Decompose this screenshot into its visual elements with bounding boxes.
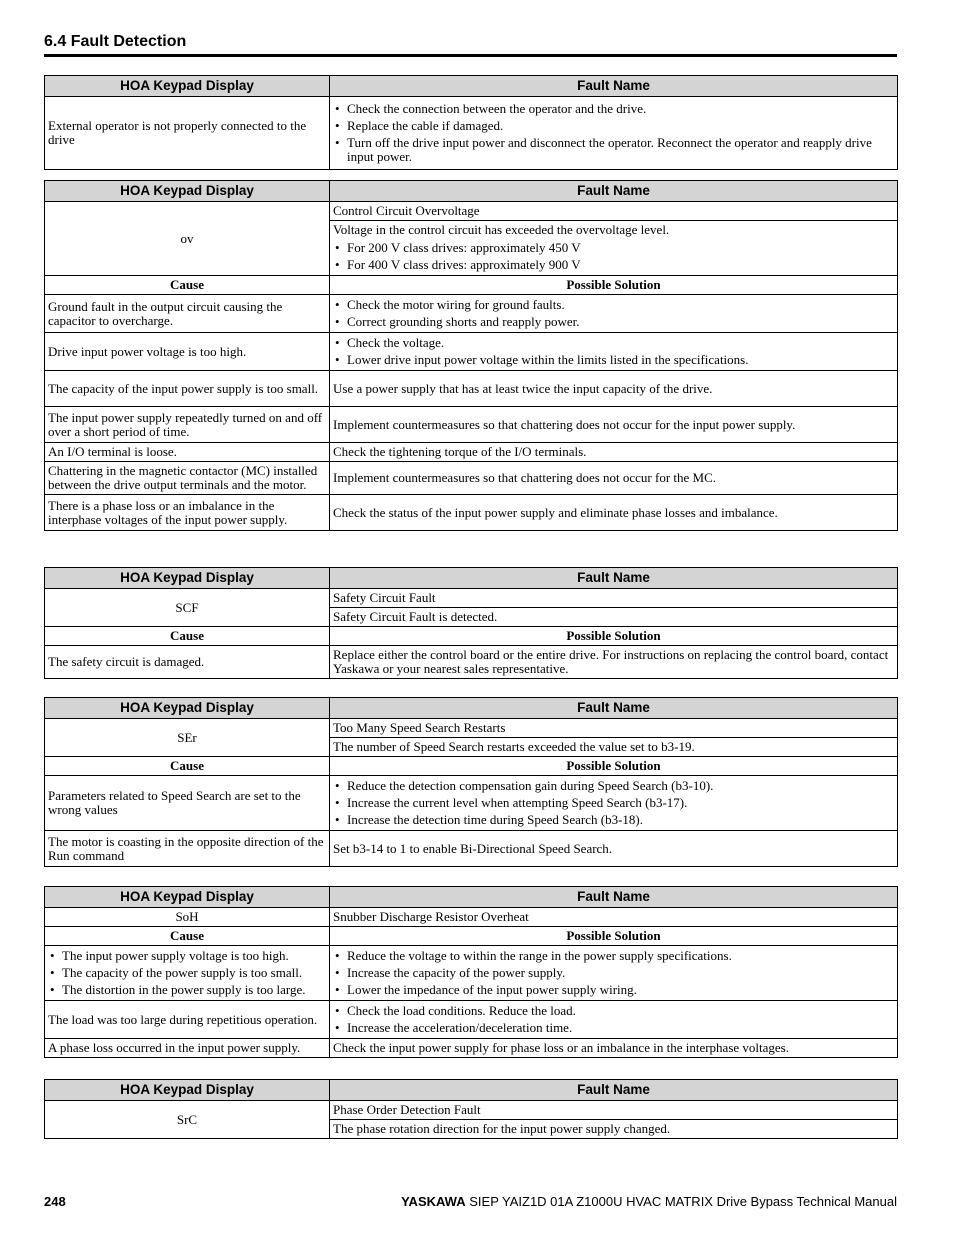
fault-code: SEr	[45, 719, 330, 757]
table-row	[45, 443, 898, 462]
subheader-row	[45, 627, 898, 646]
solution-item: • Lower drive input power voltage within the limits listed in the specifications.	[333, 353, 894, 367]
col-header-fault-name: Fault Name	[330, 1080, 898, 1101]
subheader-row	[45, 276, 898, 295]
cause-cell: The capacity of the input power supply is too small.	[45, 371, 330, 407]
col-header-solution: Possible Solution	[330, 276, 898, 295]
solution-cell: Use a power supply that has at least twice the input capacity of the drive.	[330, 371, 898, 407]
cause-item: • The capacity of the power supply is too small.	[48, 966, 326, 980]
col-header-solution: Possible Solution	[330, 757, 898, 776]
table-row	[45, 776, 898, 831]
solution-item: • Turn off the drive input power and disconnect the operator. Reconnect the operator and reapply drive input power.	[333, 136, 894, 164]
fault-code: SCF	[45, 589, 330, 627]
fault-code: ov	[45, 202, 330, 276]
cause-item: • The distortion in the power supply is too large.	[48, 983, 326, 997]
fault-table-soh	[44, 886, 898, 1058]
table-row	[45, 495, 898, 531]
solution-cell	[330, 1001, 898, 1039]
col-header-solution: Possible Solution	[330, 627, 898, 646]
solution-item: • Correct grounding shorts and reapply power.	[333, 315, 894, 329]
fault-code: SoH	[45, 908, 330, 927]
solution-item: • Increase the acceleration/deceleration time.	[333, 1021, 894, 1035]
cause-item: • The input power supply voltage is too high.	[48, 949, 326, 963]
cause-cell: There is a phase loss or an imbalance in the interphase voltages of the input power supply.	[45, 495, 330, 531]
col-header-cause: Cause	[45, 757, 330, 776]
solution-cell: Check the input power supply for phase loss or an imbalance in the interphase voltages.	[330, 1039, 898, 1058]
table-row	[45, 719, 898, 738]
solution-cell: Set b3-14 to 1 to enable Bi-Directional Speed Search.	[330, 831, 898, 867]
header-rule	[44, 54, 897, 57]
col-header-display: HOA Keypad Display	[45, 181, 330, 202]
table-row	[45, 589, 898, 608]
solution-cell: Check the status of the input power supply and eliminate phase losses and imbalance.	[330, 495, 898, 531]
solution-item: • Check the motor wiring for ground faults.	[333, 298, 894, 312]
solution-cell	[330, 776, 898, 831]
fault-table-operator	[44, 75, 898, 170]
detail-item: • For 400 V class drives: approximately 900 V	[333, 258, 894, 272]
cause-cell: An I/O terminal is loose.	[45, 443, 330, 462]
table-header-row	[45, 1080, 898, 1101]
fault-code: SrC	[45, 1101, 330, 1139]
solution-cell	[330, 295, 898, 333]
table-row	[45, 908, 898, 927]
solution-cell	[330, 333, 898, 371]
page-number: 248	[44, 1194, 66, 1209]
brand-name: YASKAWA	[401, 1194, 466, 1209]
solution-item: • Check the load conditions. Reduce the load.	[333, 1004, 894, 1018]
table-row	[45, 1039, 898, 1058]
fault-name: Snubber Discharge Resistor Overheat	[330, 908, 898, 927]
solution-item: • Reduce the detection compensation gain during Speed Search (b3-10).	[333, 779, 894, 793]
fault-name: Control Circuit Overvoltage	[330, 202, 898, 221]
solution-cell: Replace either the control board or the entire drive. For instructions on replacing the control board, contact Yaskawa or your nearest sales representative.	[330, 646, 898, 679]
fault-table-ov	[44, 180, 898, 531]
cause-cell: External operator is not properly connected to the drive	[45, 97, 330, 170]
solution-item: • Increase the current level when attempting Speed Search (b3-17).	[333, 796, 894, 810]
solution-item: • Replace the cable if damaged.	[333, 119, 894, 133]
table-row	[45, 462, 898, 495]
col-header-cause: Cause	[45, 927, 330, 946]
solution-item: • Increase the detection time during Speed Search (b3-18).	[333, 813, 894, 827]
col-header-display: HOA Keypad Display	[45, 1080, 330, 1101]
cause-cell: Chattering in the magnetic contactor (MC) installed between the drive output terminals and the motor.	[45, 462, 330, 495]
fault-description: The number of Speed Search restarts exceeded the value set to b3-19.	[330, 738, 898, 757]
cause-cell: The input power supply repeatedly turned on and off over a short period of time.	[45, 407, 330, 443]
table-header-row	[45, 568, 898, 589]
cause-cell: Drive input power voltage is too high.	[45, 333, 330, 371]
cause-cell: The load was too large during repetitious operation.	[45, 1001, 330, 1039]
cause-cell: A phase loss occurred in the input power supply.	[45, 1039, 330, 1058]
col-header-fault-name: Fault Name	[330, 181, 898, 202]
table-row	[45, 295, 898, 333]
manual-title: SIEP YAIZ1D 01A Z1000U HVAC MATRIX Drive Bypass Technical Manual	[469, 1194, 897, 1209]
col-header-fault-name: Fault Name	[330, 568, 898, 589]
col-header-fault-name: Fault Name	[330, 76, 898, 97]
cause-cell	[45, 946, 330, 1001]
fault-description	[330, 221, 898, 276]
cause-cell: Parameters related to Speed Search are set to the wrong values	[45, 776, 330, 831]
subheader-row	[45, 757, 898, 776]
table-header-row	[45, 887, 898, 908]
fault-name: Too Many Speed Search Restarts	[330, 719, 898, 738]
table-row	[45, 202, 898, 221]
table-row	[45, 1101, 898, 1120]
cause-cell: Ground fault in the output circuit causing the capacitor to overcharge.	[45, 295, 330, 333]
solution-item: • Check the connection between the operator and the drive.	[333, 102, 894, 116]
col-header-display: HOA Keypad Display	[45, 887, 330, 908]
col-header-display: HOA Keypad Display	[45, 698, 330, 719]
col-header-fault-name: Fault Name	[330, 887, 898, 908]
solution-cell: Check the tightening torque of the I/O terminals.	[330, 443, 898, 462]
section-title: 6.4 Fault Detection	[44, 33, 187, 50]
footer-title	[401, 1194, 897, 1209]
solution-cell	[330, 946, 898, 1001]
solution-cell	[330, 97, 898, 170]
table-row	[45, 371, 898, 407]
table-header-row	[45, 181, 898, 202]
solution-item: • Lower the impedance of the input power supply wiring.	[333, 983, 894, 997]
detail-item: • For 200 V class drives: approximately 450 V	[333, 241, 894, 255]
subheader-row	[45, 927, 898, 946]
table-row	[45, 333, 898, 371]
solution-item: • Check the voltage.	[333, 336, 894, 350]
table-header-row	[45, 698, 898, 719]
solution-cell: Implement countermeasures so that chattering does not occur for the MC.	[330, 462, 898, 495]
col-header-display: HOA Keypad Display	[45, 568, 330, 589]
col-header-cause: Cause	[45, 627, 330, 646]
solution-cell: Implement countermeasures so that chattering does not occur for the input power supply.	[330, 407, 898, 443]
solution-item: • Increase the capacity of the power supply.	[333, 966, 894, 980]
col-header-solution: Possible Solution	[330, 927, 898, 946]
table-row	[45, 1001, 898, 1039]
fault-table-src	[44, 1079, 898, 1139]
fault-name: Phase Order Detection Fault	[330, 1101, 898, 1120]
col-header-cause: Cause	[45, 276, 330, 295]
table-row	[45, 831, 898, 867]
table-row	[45, 946, 898, 1001]
table-row	[45, 646, 898, 679]
table-row	[45, 407, 898, 443]
fault-table-ser	[44, 697, 898, 867]
fault-name: Safety Circuit Fault	[330, 589, 898, 608]
cause-cell: The motor is coasting in the opposite direction of the Run command	[45, 831, 330, 867]
cause-cell: The safety circuit is damaged.	[45, 646, 330, 679]
table-row	[45, 97, 898, 170]
description-text: Voltage in the control circuit has exceeded the overvoltage level.	[333, 222, 670, 237]
solution-item: • Reduce the voltage to within the range in the power supply specifications.	[333, 949, 894, 963]
fault-table-scf	[44, 567, 898, 679]
table-header-row	[45, 76, 898, 97]
fault-description: Safety Circuit Fault is detected.	[330, 608, 898, 627]
col-header-display: HOA Keypad Display	[45, 76, 330, 97]
col-header-fault-name: Fault Name	[330, 698, 898, 719]
fault-description: The phase rotation direction for the input power supply changed.	[330, 1120, 898, 1139]
